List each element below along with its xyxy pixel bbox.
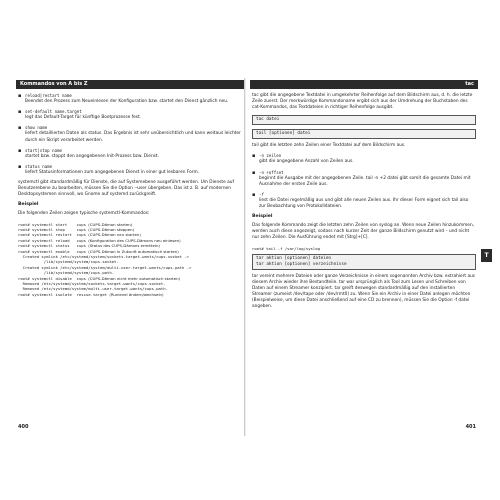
code-comment: (Konfiguration des CUPS-Dämons neu einlesen): [88, 237, 181, 243]
left-page-number: 400: [18, 424, 29, 430]
right-example-heading: Beispiel: [252, 214, 273, 220]
bullet-icon: ▪: [18, 93, 22, 99]
code-command: Created symlink /etc/systemd/system/sockets.target.wants/cups.socket ->: [18, 253, 189, 259]
user-option-paragraph: systemctl gibt standardmäßig für Dienste, die auf Systemebene ausgeführt werden. Um Dienste auf Benutzerebene zu bearbeiten, müssen Sie die Option --user übergeben. Das ist z. B. auf modernen Desktopsystemen sinnvoll, wo Gnome auf systemd zurückgreift.: [18, 180, 234, 198]
tail-option-description: beginnt die Ausgabe mit der angegebenen Zeile. tail -n +2 datei gibt somit die gesamte Datei mit Ausnahme der ersten Zeile aus.: [259, 175, 471, 187]
tail-syntax-box: tail [optionen] datei: [252, 129, 476, 139]
code-command: root# systemctl enable cups: [18, 248, 86, 254]
right-page: [250, 80, 478, 432]
tail-example-text: Das folgende Kommando zeigt die letzten zehn Zeilen von syslog an. Wenn neue Zeilen hinzukommen, werden auch diese angezeigt, sodass nach kurzer Zeit der ganze Bildschirm genutzt wird – und nicht nur zehn Zeilen. Die Ausführung endet mit [Strg]+[C].: [252, 223, 475, 241]
systemctl-option-term: reload|restart name: [25, 93, 72, 98]
code-comment: (Status des CUPS-Dämons ermitteln): [88, 243, 160, 249]
systemctl-option-item: [18, 93, 242, 105]
tac-intro: tac gibt die angegebene Textdatei in umgekehrter Reihenfolge auf dem Bildschirm aus, d. h. die letzte Zeile zuerst. Der merkwürdige Kommandoname ergibt sich aus der Umdrehung der Buchstaben des cat-Kommandos, das Textdateien in richtiger Reihenfolge ausgibt.: [252, 93, 473, 111]
right-running-header: tac: [250, 80, 478, 89]
code-command: root# systemctl start cups: [18, 221, 86, 227]
code-comment: (CUPS-Dämon nicht mehr automatisch starten): [88, 275, 181, 281]
systemctl-option-description: liefert detaillierten Daten als status. Das Ergebnis ist sehr unübersichtlich und kann weitaus leichter durch ein Skript verarbeitet werden.: [25, 131, 241, 143]
left-page-content: [16, 89, 244, 297]
code-command: Created symlink /etc/systemd/system/multi-user.target.wants/cups.path ->: [18, 264, 192, 270]
code-comment: (Runlevel ändern/wechseln): [109, 291, 164, 297]
code-command: root# systemctl stop cups: [18, 226, 86, 232]
code-comment: (CUPS-Dämon stoppen): [88, 226, 135, 232]
tac-syntax-box: tac datei: [252, 115, 476, 125]
systemctl-option-item: [18, 125, 242, 143]
tar-syntax-line-files: tar aktion [optionen] dateien: [256, 255, 332, 261]
systemctl-code-block: [18, 222, 242, 298]
tail-option-description: gibt die angegebene Anzahl von Zeilen aus.: [259, 159, 354, 165]
systemctl-option-term: status name: [25, 163, 53, 169]
code-command: root# systemctl restart cups: [18, 232, 86, 238]
left-example-heading: Beispiel: [18, 202, 39, 208]
bullet-icon: ▪: [18, 125, 22, 132]
tar-description: tar vereint mehrere Dateien oder ganze Verzeichnisse in einem sogenannten Archiv bzw. extrahiert aus diesem Archiv wieder ihre Bestandteile. tar war ursprünglich als Tool zum Lesen und Schreiben von Daten auf einem Streamer konzipiert. tar greift deswegen standardmäßig auf den installierten Streamer (zumeist /dev/tape oder /dev/rmt0) zu. Wenn Sie ein Archiv in einer Datei anlegen möchten (Beispielweise, um diese Datei anschließend auf eine CD zu brennen), müssen Sie die Option -f datei angeben.: [252, 273, 476, 310]
tail-option-term: -f: [259, 191, 264, 197]
tail-option-term: -n zeilen: [259, 153, 282, 159]
code-command: root# systemctl reload cups: [18, 237, 86, 243]
command-option-list: [18, 93, 242, 176]
systemctl-option-term: show name: [25, 125, 48, 131]
code-command: root# systemctl status cups: [18, 243, 86, 249]
systemctl-option-item: [18, 109, 242, 121]
tar-syntax-box: [252, 254, 476, 270]
bullet-icon: ▪: [252, 191, 256, 198]
systemctl-option-term: start|stop name: [25, 147, 62, 153]
bullet-icon: ▪: [252, 169, 256, 176]
code-command: root# systemctl disable cups: [18, 275, 86, 281]
tail-option-item: [252, 192, 476, 210]
tail-example-code: root# tail -f /var/log/syslog: [252, 245, 320, 251]
right-page-number: 401: [465, 424, 476, 430]
left-page: [16, 80, 244, 432]
code-comment: (CUPS-Dämon neu starten): [88, 232, 141, 238]
book-spine: [244, 78, 246, 436]
tail-option-list: [252, 153, 476, 210]
tail-option-item: [252, 153, 476, 165]
systemctl-option-item: [18, 148, 242, 160]
systemctl-option-description: Beendet den Prozess zum Neueinlesen der Konfiguration bzw. startet den Dienst gänzlich neu.: [25, 99, 229, 105]
code-command: Removed /etc/systemd/system/multi-user.target.wants/cups.path.: [18, 286, 168, 292]
bullet-icon: ▪: [18, 109, 22, 116]
tail-option-item: [252, 170, 476, 188]
left-running-header: Kommandos von A bis Z: [16, 80, 244, 89]
systemctl-option-description: startet bzw. stoppt den angegebenen Init-Prozess bzw. Dienst.: [25, 153, 159, 159]
bullet-icon: ▪: [18, 163, 22, 170]
code-command: root# systemctl isolate rescue.target: [18, 291, 108, 297]
left-example-intro: Die folgenden Zeilen zeigen typische systemctl-Kommandos:: [18, 211, 150, 217]
bullet-icon: ▪: [18, 147, 22, 154]
systemctl-option-item: [18, 164, 242, 176]
systemctl-option-description: legt das Default-Target für künftige Bootprozesse fest.: [25, 115, 142, 121]
tail-description: tail gibt die letzten zehn Zeilen einer Textdatei auf dem Bildschirm aus.: [252, 143, 406, 149]
tar-syntax-line-dirs: tar aktion [optionen] verzeichnisse: [256, 261, 347, 267]
systemctl-option-description: liefert Statusinformationen zum angegebenen Dienst in einer gut lesbaren Form.: [25, 169, 199, 175]
code-command: Removed /etc/systemd/system/sockets.target.wants/cups.socket.: [18, 280, 166, 286]
code-comment: (CUPS-Dämon in Zukunft automatisch starten): [88, 248, 179, 254]
code-command: /lib/systemd/system/cups.path.: [18, 270, 115, 276]
bullet-icon: ▪: [252, 153, 256, 160]
tail-option-term: -n +offset: [259, 169, 284, 175]
systemctl-option-term: set-default name.target: [25, 109, 82, 115]
right-page-content: [250, 89, 478, 310]
code-line: [18, 292, 242, 297]
chapter-thumb-tab: T: [481, 249, 492, 262]
code-command: /lib/systemd/system/cups.socket.: [18, 259, 119, 265]
tail-option-description: liest die Datei regelmäßig aus und gibt alle neuen Zeilen aus. Ihr dieser Form eignet sich tail also zur Beobachtung von Protokolldateien.: [259, 197, 469, 210]
code-comment: (CUPS-Dämon starten): [88, 221, 133, 227]
